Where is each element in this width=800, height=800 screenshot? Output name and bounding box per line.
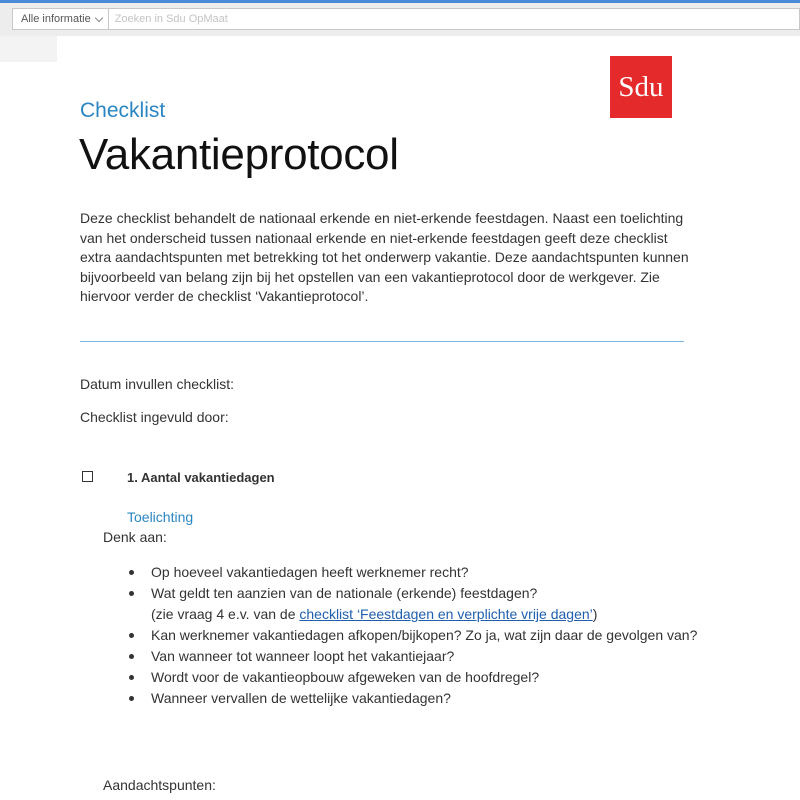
list-item [103,562,703,583]
list-item-text: Van wanneer tot wanneer loopt het vakantiejaar? [151,648,455,664]
top-search-bar [0,0,800,36]
search-scope-dropdown[interactable] [13,9,109,29]
question-list [103,562,703,709]
list-item-text: Kan werknemer vakantiedagen afkopen/bijkopen? Zo ja, wat zijn daar de gevolgen van? [151,627,698,643]
list-item [103,583,703,625]
section-lead: Denk aan: [103,529,167,545]
intro-paragraph: Deze checklist behandelt de nationaal erkende en niet-erkende feestdagen. Naast een toelichting van het onderscheid tussen nationaal erkende en niet-erkende feestdagen geeft deze checklist extra aandachtspunten met betrekking tot het onderwerp vakantie. Deze aandachtspunten kunnen bijvoorbeeld van belang zijn bij het opstellen van een vakantieprotocol door de werkgever. Zie hiervoor verder de checklist ‘Vakantieprotocol’. [80,210,689,304]
document-kicker: Checklist [80,99,166,122]
section-subheading: Toelichting [127,509,194,525]
section-checkbox[interactable] [82,471,93,482]
search-box [12,8,800,30]
document-page [0,36,800,800]
list-item [103,688,703,709]
list-item-text: Wat geldt ten aanzien van de nationale (erkende) feestdagen? [151,585,538,601]
filled-by-field-label: Checklist ingevuld door: [80,409,229,425]
sdu-logo: Sdu [610,56,672,118]
reference-note-open: (zie vraag 4 e.v. van de [151,606,300,622]
list-item [103,667,703,688]
reference-note-close: ) [592,606,598,622]
list-item-text: Wanneer vervallen de wettelijke vakantiedagen? [151,690,451,706]
list-item-text: Op hoeveel vakantiedagen heeft werknemer recht? [151,564,469,580]
divider [80,341,684,342]
search-scope-label: Alle informatie [21,13,91,25]
page-title: Vakantieprotocol [79,130,399,179]
aandachtspunten-label: Aandachtspunten: [103,777,216,793]
search-input[interactable] [109,9,799,29]
section-heading: 1. Aantal vakantiedagen [127,470,275,485]
list-item [103,625,703,646]
chevron-down-icon [94,13,102,21]
date-field-label: Datum invullen checklist: [80,376,235,392]
checklist-feestdagen-link[interactable]: checklist ‘Feestdagen en verplichte vrije dagen’ [299,606,593,622]
list-item [103,646,703,667]
list-item-text: Wordt voor de vakantieopbouw afgeweken van de hoofdregel? [151,669,540,685]
